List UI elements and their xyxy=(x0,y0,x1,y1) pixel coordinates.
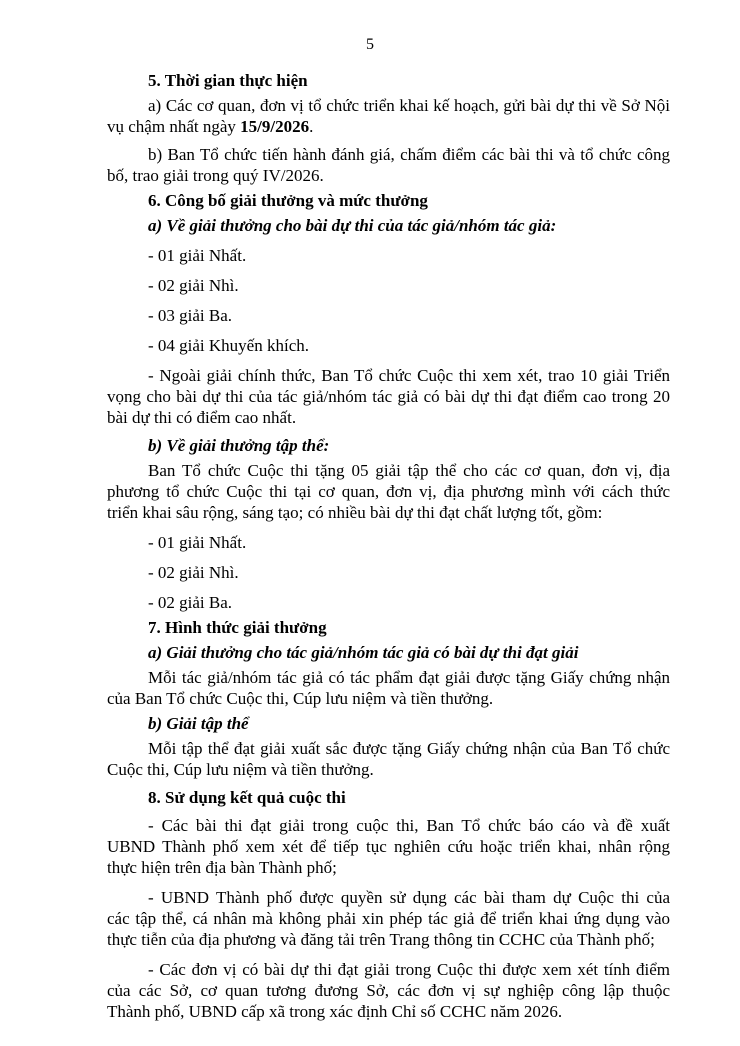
section-8-p3-line-3: Thành phố, UBND cấp xã trong xác định Chỉ số CCHC năm 2026. xyxy=(107,1002,563,1021)
section-5a-line-2 xyxy=(107,116,670,137)
section-5-heading: 5. Thời gian thực hiện xyxy=(148,71,308,90)
section-8-p1-line-1: - Các bài thi đạt giải trong cuộc thi, Ban Tổ chức báo cáo và đề xuất xyxy=(148,816,670,835)
section-5a-period: . xyxy=(309,117,314,136)
section-6a-extra-line-1: - Ngoài giải chính thức, Ban Tổ chức Cuộc thi xem xét, trao 10 giải Triển xyxy=(148,366,670,385)
section-6b-line-2: phương tổ chức Cuộc thi tại cơ quan, đơn vị, địa phương mình với cách thức xyxy=(107,482,670,501)
section-6b-line-1: Ban Tổ chức Cuộc thi tặng 05 giải tập thể cho các cơ quan, đơn vị, địa xyxy=(148,461,670,480)
section-8-p2-line-3: thực tiễn của địa phương và đăng tải trên Trang thông tin CCHC của Thành phố; xyxy=(107,930,655,949)
prize-list-item: - 04 giải Khuyến khích. xyxy=(148,336,309,355)
section-7b-line-2: Cuộc thi, Cúp lưu niệm và tiền thưởng. xyxy=(107,760,374,779)
section-6a-extra-line-2: vọng cho bài dự thi của tác giả/nhóm tác giả có bài dự thi đạt điểm cao trong 20 xyxy=(107,387,670,406)
section-5b-line-1: b) Ban Tổ chức tiến hành đánh giá, chấm điểm các bài thi và tổ chức công xyxy=(148,145,670,164)
section-6-heading: 6. Công bố giải thưởng và mức thưởng xyxy=(148,191,428,210)
section-8-p1-line-3: thực hiện trên địa bàn Thành phố; xyxy=(107,858,337,877)
prize-list-item: - 01 giải Nhất. xyxy=(148,246,247,265)
section-6b-heading: b) Về giải thưởng tập thể: xyxy=(148,436,330,455)
section-6a-heading: a) Về giải thưởng cho bài dự thi của tác giả/nhóm tác giả: xyxy=(148,216,557,235)
prize-list-item: - 02 giải Ba. xyxy=(148,593,233,612)
prize-list-item: - 01 giải Nhất. xyxy=(148,533,247,552)
section-8-p3-line-1: - Các đơn vị có bài dự thi đạt giải trong Cuộc thi được xem xét tính điểm xyxy=(148,960,670,979)
section-5a-line-1: a) Các cơ quan, đơn vị tổ chức triển khai kế hoạch, gửi bài dự thi về Sở Nội xyxy=(148,96,670,115)
section-8-p1-line-2: UBND Thành phố xem xét để tiếp tục nghiên cứu hoặc triển khai, nhân rộng xyxy=(107,837,670,856)
section-7a-heading: a) Giải thưởng cho tác giả/nhóm tác giả có bài dự thi đạt giải xyxy=(148,643,579,662)
section-7a-line-1: Mỗi tác giả/nhóm tác giả có tác phẩm đạt giải được tặng Giấy chứng nhận xyxy=(148,668,670,687)
section-7b-line-1: Mỗi tập thể đạt giải xuất sắc được tặng Giấy chứng nhận của Ban Tổ chức xyxy=(148,739,670,758)
section-8-p2-line-2: các tập thể, cá nhân mà không phải xin phép tác giả để triển khai ứng dụng vào xyxy=(107,909,670,928)
section-7-heading: 7. Hình thức giải thưởng xyxy=(148,618,327,637)
prize-list-item: - 02 giải Nhì. xyxy=(148,563,239,582)
page-number: 5 xyxy=(366,36,374,53)
section-6b-line-3: triển khai sâu rộng, sáng tạo; có nhiều bài dự thi đạt chất lượng tốt, gồm: xyxy=(107,503,603,522)
section-7a-line-2: của Ban Tổ chức Cuộc thi, Cúp lưu niệm và tiền thưởng. xyxy=(107,689,494,708)
prize-list-item: - 02 giải Nhì. xyxy=(148,276,239,295)
section-8-p2-line-1: - UBND Thành phố được quyền sử dụng các bài tham dự Cuộc thi của xyxy=(148,888,670,907)
prize-list-item: - 03 giải Ba. xyxy=(148,306,233,325)
section-8-p3-line-2: của các Sở, cơ quan tương đương Sở, các đơn vị sự nghiệp công lập thuộc xyxy=(107,981,670,1000)
section-5b-line-2: bố, trao giải trong quý IV/2026. xyxy=(107,166,324,185)
section-8-heading: 8. Sử dụng kết quả cuộc thi xyxy=(148,788,346,807)
section-6a-extra-line-3: bài dự thi có điểm cao nhất. xyxy=(107,408,297,427)
section-5a-text: vụ chậm nhất ngày xyxy=(107,117,241,136)
section-7b-heading: b) Giải tập thể xyxy=(148,714,249,733)
section-5a-deadline: 15/9/2026 xyxy=(240,117,310,136)
document-body xyxy=(107,70,670,1022)
